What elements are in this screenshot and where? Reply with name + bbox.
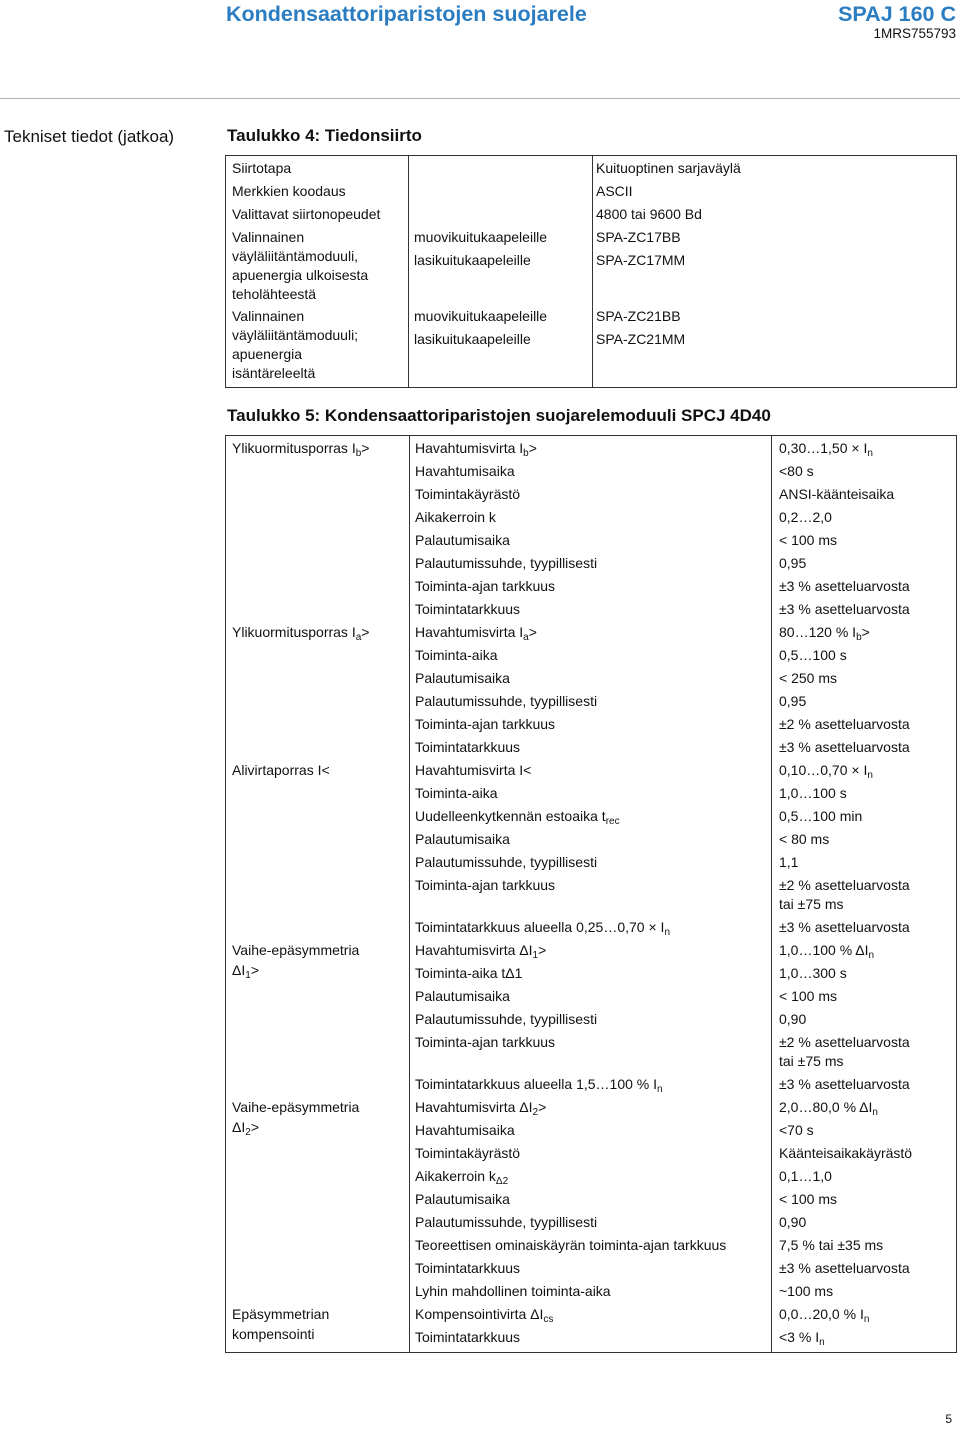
table4-group-label: Valinnainen — [232, 308, 305, 324]
table5-value: 80…120 % $I_b>$ — [779, 624, 870, 643]
table5-caption: Taulukko 5: Kondensaattoriparistojen suojarelemoduuli SPCJ 4D40 — [227, 406, 771, 425]
table5-param: Palautumisaika — [415, 1191, 510, 1207]
table5-value: 1,1 — [779, 854, 799, 870]
table5-param: Toiminta-aika — [415, 785, 498, 801]
table5-param: Toimintatarkkuus — [415, 1329, 521, 1345]
table4-caption: Taulukko 4: Tiedonsiirto — [227, 126, 422, 145]
table4-row-value: 4800 tai 9600 Bd — [596, 206, 702, 222]
table5-value: ±3 % asetteluarvosta — [779, 578, 910, 594]
table5-value: 0,30…1,50 × $I_n$ — [779, 440, 873, 459]
table4-row-label: Valittavat siirtonopeudet — [232, 206, 381, 222]
table5-group-label: $\Delta I_2>$ — [232, 1119, 259, 1138]
table5-param: Toiminta-ajan tarkkuus — [415, 716, 556, 732]
table5-value: 7,5 % tai ±35 ms — [779, 1237, 884, 1253]
table5-value: ±3 % asetteluarvosta — [779, 1076, 910, 1092]
table4-row-value: Kuituoptinen sarjaväylä — [596, 160, 741, 176]
table4-group-label: isäntäreleeltä — [232, 365, 316, 381]
table4-group-value: SPA-ZC17BB — [596, 229, 681, 245]
table5-value: 0,5…100 s — [779, 647, 847, 663]
table4-group-label: väyläliitäntämoduuli, — [232, 248, 359, 264]
table4-row-label: Siirtotapa — [232, 160, 292, 176]
table5-value: ±3 % asetteluarvosta — [779, 601, 910, 617]
table5-group-label: Vaihe-epäsymmetria — [232, 1099, 360, 1115]
table5-param: Toiminta-ajan tarkkuus — [415, 877, 556, 893]
table5-value: < 100 ms — [779, 988, 837, 1004]
section-title: Tekniset tiedot (jatkoa) — [4, 127, 175, 146]
table5-value: <70 s — [779, 1122, 814, 1138]
table5 — [225, 435, 957, 1353]
table5-value: 1,0…100 s — [779, 785, 847, 801]
table4-group-param: muovikuitukaapeleille — [414, 308, 548, 324]
table5-value: < 100 ms — [779, 1191, 837, 1207]
table5-param: Havahtumisvirta $I_a>$ — [415, 624, 537, 643]
table4-group-label: apuenergia — [232, 346, 303, 362]
table5-param: Palautumissuhde, tyypillisesti — [415, 1214, 598, 1230]
table4-group-divider — [408, 156, 409, 387]
table5-param: Toiminta-ajan tarkkuus — [415, 1034, 556, 1050]
table4-row-value: ASCII — [596, 183, 633, 199]
table5-value: ±3 % asetteluarvosta — [779, 739, 910, 755]
table5-value: < 250 ms — [779, 670, 837, 686]
table5-value: 0,90 — [779, 1214, 807, 1230]
table5-value: ±3 % asetteluarvosta — [779, 919, 910, 935]
table5-value: 0,95 — [779, 555, 807, 571]
table5-value: ANSI-käänteisaika — [779, 486, 895, 502]
table5-group-label: Vaihe-epäsymmetria — [232, 942, 360, 958]
table5-value: 1,0…300 s — [779, 965, 847, 981]
table5-value: 0,90 — [779, 1011, 807, 1027]
table5-param: Kompensointivirta $\Delta I_{cs}$ — [415, 1306, 554, 1325]
table5-group-label: kompensointi — [232, 1326, 315, 1342]
table5-param: Palautumissuhde, tyypillisesti — [415, 1011, 598, 1027]
table5-param: Toimintatarkkuus — [415, 739, 521, 755]
table5-value: 0,0…20,0 % $I_n$ — [779, 1306, 870, 1325]
table5-value: tai ±75 ms — [779, 896, 844, 912]
table5-value: tai ±75 ms — [779, 1053, 844, 1069]
table4-group-label: apuenergia ulkoisesta — [232, 267, 369, 283]
page-number: 5 — [945, 1412, 952, 1426]
table5-value: ±2 % asetteluarvosta — [779, 877, 910, 893]
table4-group-value: SPA-ZC21BB — [596, 308, 681, 324]
table5-param: Palautumissuhde, tyypillisesti — [415, 693, 598, 709]
table5-value: ±3 % asetteluarvosta — [779, 1260, 910, 1276]
table5-group-label: Alivirtaporras I< — [232, 762, 330, 778]
table5-value: ±2 % asetteluarvosta — [779, 716, 910, 732]
table5-column-divider — [409, 436, 410, 1352]
table5-group-label: Ylikuormitusporras $I_b>$ — [232, 440, 370, 459]
table5-value: Käänteisaikakäyrästö — [779, 1145, 913, 1161]
table4-row-label: Merkkien koodaus — [232, 183, 346, 199]
table4-group-param: lasikuitukaapeleille — [414, 331, 531, 347]
table5-param: Aikakerroin $k_{\Delta 2}$ — [415, 1168, 509, 1187]
table5-value: 0,95 — [779, 693, 807, 709]
product-name: SPAJ 160 C — [838, 2, 956, 26]
document-title: Kondensaattoriparistojen suojarele — [226, 2, 587, 26]
table5-param: Uudelleenkytkennän estoaika $t_{rec}$ — [415, 808, 620, 827]
table5-param: Havahtumisvirta I< — [415, 762, 532, 778]
table4-column-divider — [592, 156, 593, 387]
table4-group-label: teholähteestä — [232, 286, 317, 302]
table5-group-label: $\Delta I_1>$ — [232, 962, 259, 981]
table5-param: Teoreettisen ominaiskäyrän toiminta-ajan tarkkuus — [415, 1237, 727, 1253]
table5-value: 1,0…100 % $\Delta I_n$ — [779, 942, 875, 961]
table5-param: Palautumissuhde, tyypillisesti — [415, 854, 598, 870]
table5-value: < 100 ms — [779, 532, 837, 548]
table5-param: Havahtumisvirta $I_b>$ — [415, 440, 537, 459]
table5-value: <80 s — [779, 463, 814, 479]
table5-param: Palautumisaika — [415, 532, 510, 548]
table4-group-label: väyläliitäntämoduuli; — [232, 327, 359, 343]
table5-param: Palautumisaika — [415, 988, 510, 1004]
table5-value: 0,10…0,70 × $I_n$ — [779, 762, 873, 781]
table5-param: Havahtumisaika — [415, 463, 515, 479]
table5-param: Aikakerroin k — [415, 509, 496, 525]
document-id: 1MRS755793 — [873, 26, 956, 41]
table5-param: Toimintatarkkuus alueella 0,25…0,70 × $I_n$ — [415, 919, 670, 938]
table5-param: Palautumisaika — [415, 831, 510, 847]
table5-value: 0,2…2,0 — [779, 509, 832, 525]
table4-group-param: muovikuitukaapeleille — [414, 229, 548, 245]
table5-param: Toimintakäyrästö — [415, 486, 521, 502]
table4-group-param: lasikuitukaapeleille — [414, 252, 531, 268]
table5-param: Palautumissuhde, tyypillisesti — [415, 555, 598, 571]
table5-param: Toiminta-aika tΔ1 — [415, 965, 523, 981]
table5-param: Toimintatarkkuus — [415, 1260, 521, 1276]
table5-param: Havahtumisvirta $\Delta I_1>$ — [415, 942, 547, 961]
table4-group-value: SPA-ZC17MM — [596, 252, 686, 268]
table5-value: < 80 ms — [779, 831, 830, 847]
table5-param: Toimintakäyrästö — [415, 1145, 521, 1161]
table5-value: ~100 ms — [779, 1283, 834, 1299]
table5-group-label: Epäsymmetrian — [232, 1306, 330, 1322]
header-divider — [0, 98, 960, 99]
table5-param: Havahtumisvirta $\Delta I_2>$ — [415, 1099, 547, 1118]
table5-value: <3 % $I_n$ — [779, 1329, 825, 1348]
table5-value: ±2 % asetteluarvosta — [779, 1034, 910, 1050]
table5-value: 0,1…1,0 — [779, 1168, 832, 1184]
table5-param: Havahtumisaika — [415, 1122, 515, 1138]
table5-param: Toiminta-aika — [415, 647, 498, 663]
table4-group-value: SPA-ZC21MM — [596, 331, 686, 347]
table5-param: Toimintatarkkuus — [415, 601, 521, 617]
table4 — [225, 155, 957, 388]
table5-value: 2,0…80,0 % $\Delta I_n$ — [779, 1099, 878, 1118]
table5-value-divider — [771, 436, 772, 1352]
table5-param: Lyhin mahdollinen toiminta-aika — [415, 1283, 611, 1299]
table5-value: 0,5…100 min — [779, 808, 863, 824]
table5-param: Toimintatarkkuus alueella 1,5…100 % $I_n$ — [415, 1076, 663, 1095]
table5-param: Toiminta-ajan tarkkuus — [415, 578, 556, 594]
table5-param: Palautumisaika — [415, 670, 510, 686]
table5-group-label: Ylikuormitusporras $I_a>$ — [232, 624, 370, 643]
table4-group-label: Valinnainen — [232, 229, 305, 245]
